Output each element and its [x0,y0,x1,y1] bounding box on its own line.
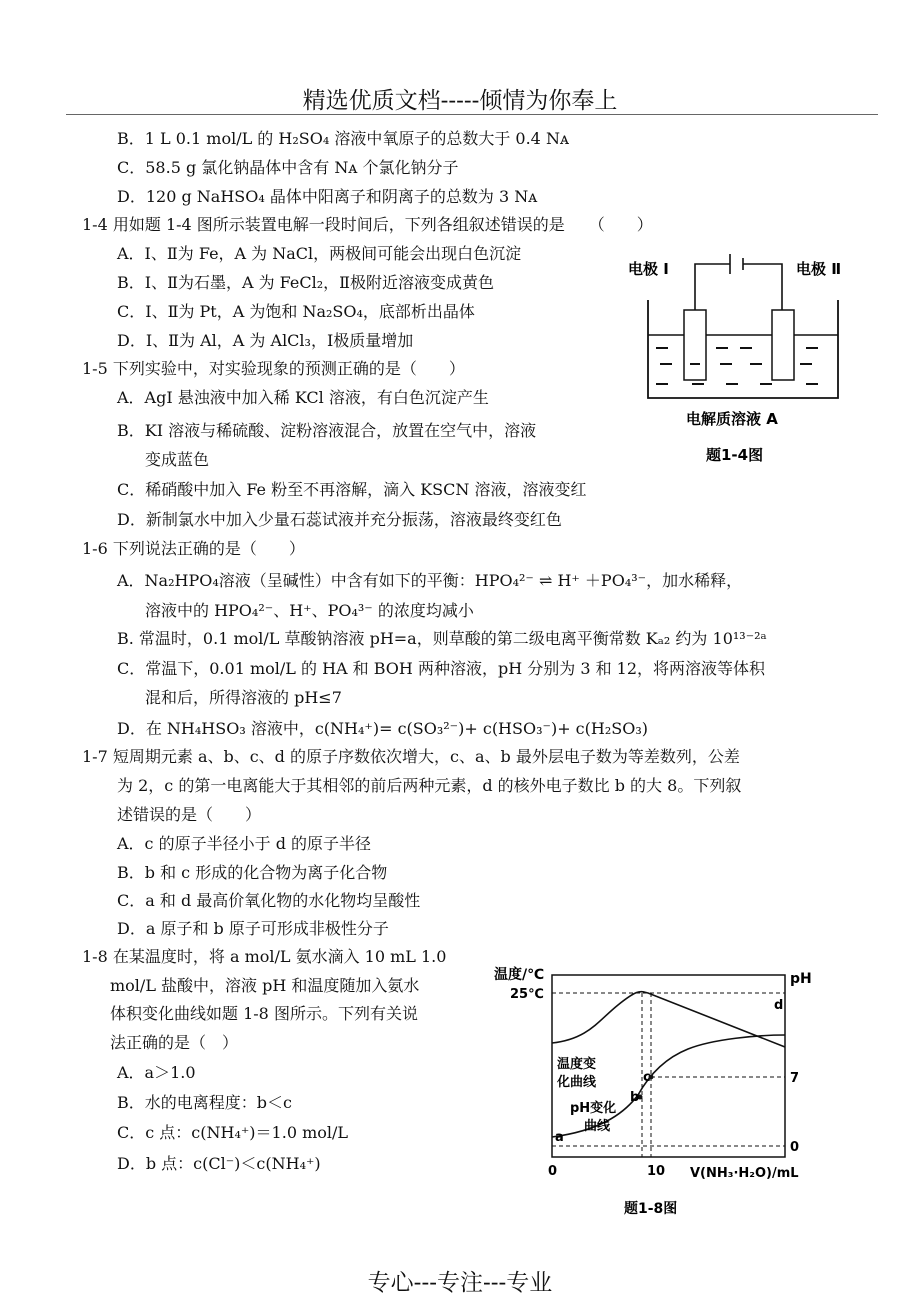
tick-ph-7: 7 [790,1071,800,1086]
q1-7-option-c: C．a 和 d 最高价氧化物的水化物均呈酸性 [117,891,421,910]
tick-x-0: 0 [548,1164,558,1179]
q1-7-option-d: D．a 原子和 b 原子可形成非极性分子 [117,919,389,938]
q1-3-option-d: D．120 g NaHSO₄ 晶体中阳离子和阴离子的总数为 3 Nᴀ [117,187,538,206]
q1-4-option-a: A．Ⅰ、Ⅱ为 Fe，A 为 NaCl，两极间可能会出现白色沉淀 [117,244,522,263]
figure-1-4-caption: 题1-4图 [706,446,764,464]
q1-6-option-c-cont: 混和后，所得溶液的 pH≤7 [145,688,342,707]
solution-label: 电解质溶液 A [686,410,778,428]
q1-6-option-c: C．常温下，0.01 mol/L 的 HA 和 BOH 两种溶液，pH 分别为 3 和 12，将两溶液等体积 [117,659,766,678]
q1-7-stem-cont1: 为 2，c 的第一电离能大于其相邻的前后两种元素，d 的核外电子数比 b 的大 8。下列叙 [117,776,742,795]
temperature-curve-label-2: 化曲线 [557,1075,597,1090]
q1-8-option-c: C．c 点：c(NH₄⁺)＝1.0 mol/L [117,1123,349,1142]
point-d-label: d [774,998,784,1013]
battery-wire [695,254,782,320]
q1-4-option-b: B．Ⅰ、Ⅱ为石墨，A 为 FeCl₂，Ⅱ极附近溶液变成黄色 [117,273,495,292]
q1-8-option-d: D．b 点：c(Cl⁻)＜c(NH₄⁺) [117,1154,321,1173]
ph-curve-label-2: 曲线 [584,1119,611,1134]
figure-1-4 [600,240,890,480]
x-axis-label: V(NH₃·H₂O)/mL [690,1166,799,1181]
figure-1-8 [488,955,818,1225]
q1-5-stem: 1-5 下列实验中，对实验现象的预测正确的是（ ） [82,359,465,378]
q1-5-option-a: A．AgI 悬浊液中加入稀 KCl 溶液，有白色沉淀产生 [117,388,489,407]
q1-7-stem: 1-7 短周期元素 a、b、c、d 的原子序数依次增大，c、a、b 最外层电子数为等差数列，公差 [82,747,740,766]
q1-6-stem: 1-6 下列说法正确的是（ ） [82,539,305,558]
q1-3-option-c: C．58.5 g 氯化钠晶体中含有 Nᴀ 个氯化钠分子 [117,158,459,177]
temperature-curve [552,992,785,1047]
q1-5-option-c: C．稀硝酸中加入 Fe 粉至不再溶解，滴入 KSCN 溶液，溶液变红 [117,480,587,499]
electrode-1-label: 电极 Ⅰ [628,260,669,278]
q1-7-option-a: A．c 的原子半径小于 d 的原子半径 [117,834,372,853]
figure-1-8-caption: 题1-8图 [624,1201,678,1217]
page-header: 精选优质文档-----倾情为你奉上 [302,88,618,114]
q1-8-option-a: A．a＞1.0 [117,1063,196,1082]
q1-8-stem-cont1: mol/L 盐酸中，溶液 pH 和温度随加入氨水 [110,976,420,995]
q1-6-option-d: D．在 NH₄HSO₃ 溶液中，c(NH₄⁺)= c(SO₃²⁻)+ c(HSO₃⁻)+ c(H₂SO₃) [117,719,648,738]
q1-4-option-c: C．Ⅰ、Ⅱ为 Pt，A 为饱和 Na₂SO₄，底部析出晶体 [117,302,475,321]
q1-4-stem: 1-4 用如题 1-4 图所示装置电解一段时间后，下列各组叙述错误的是 （ ） [82,215,653,234]
tick-x-10: 10 [647,1164,666,1179]
q1-8-option-b: B．水的电离程度：b＜c [117,1093,292,1112]
y-axis-left-label: 温度/℃ [494,967,545,983]
ph-curve-label-1: pH变化 [570,1101,617,1116]
q1-6-option-b: B. 常温时，0.1 mol/L 草酸钠溶液 pH=a，则草酸的第二级电离平衡常数 Kₐ₂ 约为 10¹³⁻²ᵃ [117,629,767,648]
electrode-2-label: 电极 Ⅱ [796,260,842,278]
q1-8-stem: 1-8 在某温度时，将 a mol/L 氨水滴入 10 mL 1.0 [82,947,447,966]
point-a-label: a [555,1130,564,1145]
q1-3-option-b: B．1 L 0.1 mol/L 的 H₂SO₄ 溶液中氧原子的总数大于 0.4 Nᴀ [117,129,569,148]
tick-25c: 25℃ [510,987,544,1002]
q1-8-stem-cont3: 法正确的是（ ） [110,1033,239,1052]
q1-5-option-b: B．KI 溶液与稀硫酸、淀粉溶液混合，放置在空气中，溶液 [117,421,537,440]
q1-5-option-b-cont: 变成蓝色 [145,450,210,469]
q1-6-option-a-cont: 溶液中的 HPO₄²⁻、H⁺、PO₄³⁻ 的浓度均减小 [145,601,474,620]
tick-ph-0: 0 [790,1140,800,1155]
q1-6-option-a: A．Na₂HPO₄溶液（呈碱性）中含有如下的平衡：HPO₄²⁻ ⇌ H⁺ ＋PO₄³⁻，加水稀释， [117,571,743,590]
page-footer: 专心---专注---专业 [367,1270,553,1296]
q1-7-option-b: B．b 和 c 形成的化合物为离子化合物 [117,863,388,882]
header-rule [66,114,878,115]
temperature-curve-label-1: 温度变 [557,1057,597,1072]
point-c-label: c [643,1070,651,1085]
q1-4-option-d: D．Ⅰ、Ⅱ为 Al，A 为 AlCl₃，Ⅰ极质量增加 [117,331,414,350]
q1-8-stem-cont2: 体积变化曲线如题 1-8 图所示。下列有关说 [110,1004,418,1023]
point-b-label: b [630,1090,640,1105]
electrodes [684,310,794,380]
q1-7-stem-cont2: 述错误的是（ ） [117,805,262,824]
y-axis-right-label: pH [790,971,812,987]
q1-5-option-d: D．新制氯水中加入少量石蕊试液并充分振荡，溶液最终变红色 [117,510,562,529]
